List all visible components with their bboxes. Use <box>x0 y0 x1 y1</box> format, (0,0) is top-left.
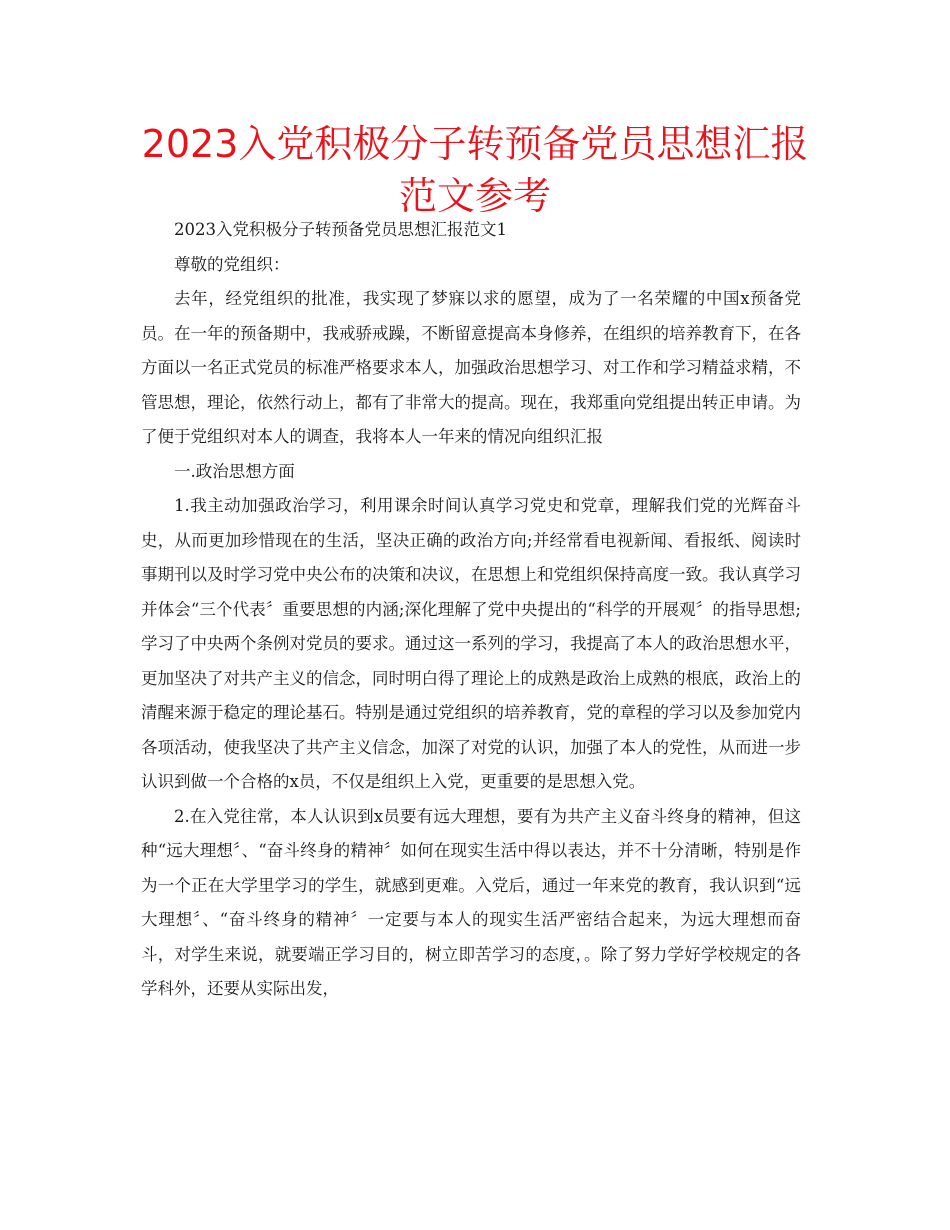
body-paragraph: 2.在入党往常，本人认识到x员要有远大理想，要有为共产主义奋斗终身的精神，但这种“远大理想〞、“奋斗终身的精神〞如何在现实生活中得以表达，并不十分清晰，特别是作为一个正在大学里学习的学生，就感到更难。入党后，通过一年来党的教育，我认识到“远大理想〞、“奋斗终身的精神〞一定要与本人的现实生活严密结合起来，为远大理想而奋斗，对学生来说，就要端正学习目的，树立即苦学习的态度，。除了努力学好学校规定的各学科外，还要从实际出发， <box>141 806 801 998</box>
body-paragraph: 1.我主动加强政治学习，利用课余时间认真学习党史和党章，理解我们党的光辉奋斗史，从而更加珍惜现在的生活，坚决正确的政治方向;并经常看电视新闻、看报纸、阅读时事期刊以及时学习党中央公布的决策和决议，在思想上和党组织保持高度一致。我认真学习并体会“三个代表〞重要思想的内涵;深化理解了党中央提出的“科学的开展观〞的指导思想;学习了中央两个条例对党员的要求。通过这一系列的学习，我提高了本人的政治思想水平，更加坚决了对共产主义的信念，同时明白得了理论上的成熟是政治上成熟的根底，政治上的清醒来源于稳定的理论基石。特别是通过党组织的培养教育，党的章程的学习以及参加党内各项活动，使我坚决了共产主义信念，加深了对党的认识，加强了本人的党性，从而进一步认识到做一个合格的x员，不仅是组织上入党，更重要的是思想入党。 <box>141 496 801 791</box>
document-body <box>141 213 801 1007</box>
section-heading: 一.政治思想方面 <box>174 461 295 481</box>
document-title: 2023入党积极分子转预备党员思想汇报范文参考 <box>141 122 809 218</box>
subtitle-paragraph: 2023入党积极分子转预备党员思想汇报范文1 <box>174 220 507 239</box>
intro-paragraph: 去年，经党组织的批准，我实现了梦寐以求的愿望，成为了一名荣耀的中国x预备党员。在一年的预备期中，我戒骄戒躁，不断留意提高本身修养，在组织的培养教育下，在各方面以一名正式党员的标准严格要求本人，加强政治思想学习、对工作和学习精益求精，不管思想，理论，依然行动上，都有了非常大的提高。现在，我郑重向党组提出转正申请。为了便于党组织对本人的调查，我将本人一年来的情况向组织汇报 <box>141 289 801 446</box>
salutation-paragraph: 尊敬的党组织： <box>174 254 290 274</box>
